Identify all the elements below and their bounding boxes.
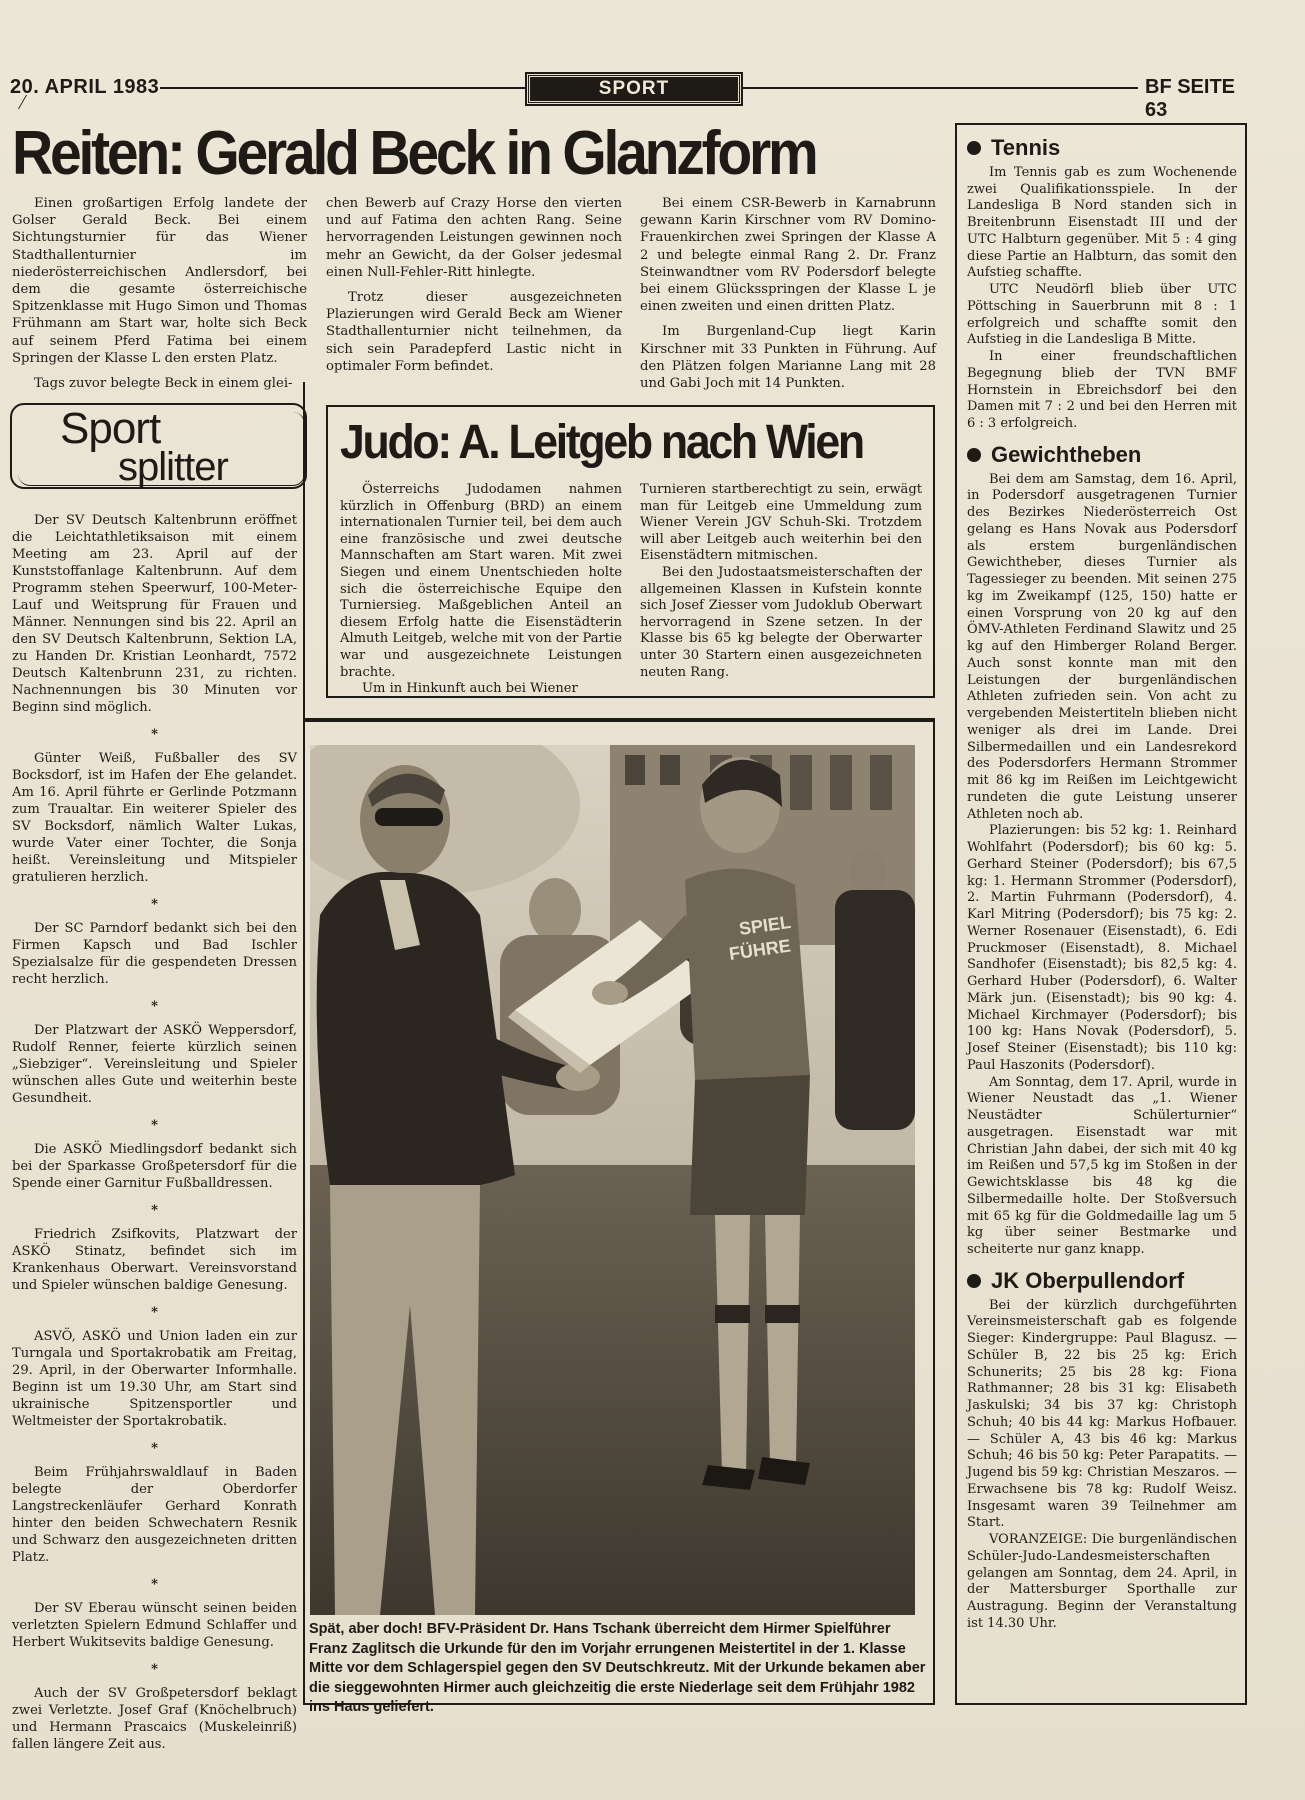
- splitter-item: Der SV Eberau wünscht seinen beiden verletzten Spielern Edmund Schlaffer und Herbert Wukitsevits baldige Genesung.: [12, 1601, 297, 1650]
- photo-illustration: [310, 745, 915, 1615]
- gewichtheben-paragraph: Plazierungen: bis 52 kg: 1. Reinhard Wohlfahrt (Podersdorf); bis 60 kg: 5. Gerhard Steiner (Podersdorf); bis 67,5 kg: 1. Hermann Strommer (Podersdorf), 2. Martin Fuhrmann (Podersdorf), 4. Karl Mitring (Podersdorf); bis 75 kg: 2. Werner Rosenauer (Eisenstadt), 6. Edi Pruckmoser (Eisenstadt), 8. Michael Sandhofer (Eisenstadt); bis 82,5 kg: 4. Gerhard Huber (Podersdorf), 6. Walter Märk jun. (Eisenstadt); bis 90 kg: 4. Michael Kirchmayer (Podersdorf); bis 100 kg: Hans Novak (Podersdorf), 5. Josef Steiner (Eisenstadt); bis 110 kg: Paul Haszonits (Podersdorf).: [967, 823, 1237, 1073]
- shirt-print-2: FÜHRE: [727, 935, 792, 964]
- separator-star: *: [151, 1118, 158, 1133]
- separator-star: *: [151, 727, 158, 742]
- tennis-paragraph: UTC Neudörfl blieb über UTC Pöttsching in Sauerbrunn mit 8 : 1 erfolgreich und schaffte somit den Aufstieg in die Landesliga B Mitte.: [967, 282, 1237, 348]
- gewichtheben-heading-text: Gewichtheben: [991, 441, 1142, 467]
- article-column-3: [640, 195, 936, 392]
- header-rule-right: [742, 87, 1138, 89]
- jk-paragraph: VORANZEIGE: Die burgenländischen Schüler-Judo-Landesmeisterschaften gelangen am Sonntag, dem 24. April, in der Mattersburger Sporthalle zur Austragung. Beginn der Veranstaltung ist 14.30 Uhr.: [967, 1532, 1237, 1631]
- tennis-heading-text: Tennis: [991, 135, 1061, 160]
- splitter-item: Der SV Deutsch Kaltenbrunn eröffnet die Leichtathletiksaison mit einem Meeting am 23. April auf der Kunststoffanlage Kaltenbrunn. Auf dem Programm stehen Speerwurf, 100-Meter-Lauf und Weitsprung für Frauen und Männer. Nennungen sind bis 22. April an den SV Deutsch Kaltenbrunn, Sektion LA, zu Handen Dr. Kristian Leonhardt, 7572 Deutsch Kaltenbrunn 231, zu richten. Nachnennungen bis 30 Minuten vor Beginn sind möglich.: [12, 513, 297, 715]
- article-paragraph: Trotz dieser ausgezeichneten Plazierungen wird Gerald Beck am Wiener Stadthallenturnier nicht teilnehmen, da sich sein Paradepferd Lastic nicht in optimaler Form befindet.: [326, 290, 622, 374]
- gewichtheben-paragraph: Am Sonntag, dem 17. April, wurde in Wiener Neustadt das „1. Wiener Neustädter Schülerturnier“ ausgetragen. Eisenstadt war mit Christian Jahn dabei, der sich mit 40 kg im Reißen und 57,5 kg im Stoßen in der Gewichtsklasse bis 48 kg die Silbermedaille holte. Der Stoßversuch mit 65 kg für die Goldmedaille lag um 5 kg über seiner Bestmarke und scheiterte nur ganz knapp.: [967, 1074, 1237, 1257]
- tennis-paragraph: Im Tennis gab es zum Wochenende zwei Qualifikationsspiele. In der Landesliga B Nord standen sich in Breitenbrunn Eisenstadt III und der UTC Halbturn gegenüber. Mit 5 : 4 ging diese Partie an Halbturn, das somit den Aufstieg schaffte.: [967, 164, 1237, 281]
- page-number: BF SEITE 63: [1145, 76, 1236, 121]
- splitter-title-line2: splitter: [118, 445, 228, 489]
- shirt-print-1: SPIEL: [737, 911, 793, 939]
- splitter-item: ASVÖ, ASKÖ und Union laden ein zur Turngala und Sportakrobatik am Freitag, 29. April, in der Oberwarter Informhalle. Beginn ist um 19.30 Uhr, am Start sind ukrainische Spitzensportler und Weltmeister der Sportakrobatik.: [12, 1329, 297, 1429]
- article-column-2: [326, 195, 622, 375]
- award-photo: [310, 745, 915, 1615]
- article-paragraph: Bei einem CSR-Bewerb in Karnabrunn gewann Karin Kirschner vom RV Domino-Frauenkirchen zwei Springen der Klasse A 2 und belegte einmal Rang 2. Dr. Franz Steinwandtner vom RV Podersdorf belegte bei einem Glücksspringen der Klasse L je einen zweiten und einen dritten Platz.: [640, 196, 936, 315]
- judo-paragraph: Bei den Judostaatsmeisterschaften der allgemeinen Klassen in Kufstein konnte sich Josef Ziesser vom Judoklub Oberwart hervorragend in Szene setzen. In der Klasse bis 65 kg belegte der Oberwarter unter 30 Startern einen ausgezeichneten neuten Rang.: [640, 564, 922, 680]
- header-rule-left: [160, 87, 526, 89]
- article-paragraph: Im Burgenland-Cup liegt Karin Kirschner mit 33 Punkten in Führung. Auf den Plätzen folgen Marianne Lang mit 28 und Gabi Joch mit 14 Punkten.: [640, 324, 936, 392]
- splitter-item: Auch der SV Großpetersdorf beklagt zwei Verletzte. Josef Graf (Knöchelbruch) und Hermann Prascaics (Muskeleinriß) fallen längere Zeit aus.: [12, 1686, 297, 1752]
- separator-star: *: [151, 1577, 158, 1592]
- tennis-heading: [967, 135, 1237, 160]
- section-label: SPORT: [527, 74, 741, 104]
- splitter-item: Der Platzwart der ASKÖ Weppersdorf, Rudolf Renner, feierte kürzlich seinen „Siebziger“. Vereinsleitung und Spieler wünschen alles Gute und weiterhin beste Gesundheit.: [12, 1023, 297, 1106]
- gewichtheben-heading: [967, 441, 1237, 467]
- judo-paragraph: Österreichs Judodamen nahmen kürzlich in Offenburg (BRD) an einem internationalen Turnier teil, bei dem auch eine französische und zwei deutsche Mannschaften am Start waren. Mit zwei Siegen und einem Unentschieden holte sich die österreichische Equipe den Turniersieg. Maßgeblichen Anteil an diesem Erfolg hatte die Eisenstädterin Almuth Leitgeb, welche mit von der Partie war und ausgezeichnete Leistungen brachte.: [340, 482, 622, 680]
- article-paragraph: Einen großartigen Erfolg landete der Golser Gerald Beck. Bei einem Sichtungsturnier für das Wiener Stadthallenturnier im niederösterreichischen Andlersdorf, bei dem die gesamte österreichische Spitzenklasse mit Hugo Simon und Thomas Frühmann am Start war, holte sich Beck auf seinem Pferd Fatima bei einem Springen der Klasse L den ersten Platz.: [12, 196, 307, 366]
- article-paragraph: Tags zuvor belegte Beck in einem glei-: [34, 376, 293, 392]
- separator-star: *: [151, 999, 158, 1014]
- splitter-item: Günter Weiß, Fußballer des SV Bocksdorf, ist im Hafen der Ehe gelandet. Am 16. April führte er Gerlinde Potzmann zum Traualtar. Ein weiterer Spieler des SV Bocksdorf, nämlich Walter Lukas, wurde Vater einer Tochter, die Sonja heißt. Vereinsleitung und Mitspieler gratulieren herzlich.: [12, 751, 297, 885]
- separator-star: *: [151, 1662, 158, 1677]
- article-column-1: [12, 195, 307, 392]
- judo-column-2: [640, 482, 922, 681]
- bullet-icon: [967, 141, 981, 155]
- tennis-paragraph: In einer freundschaftlichen Begegnung blieb der TVN BMF Hornstein in Ebreichsdorf bei den Damen mit 7 : 2 und bei den Herren mit 6 : 3 erfolgreich.: [967, 349, 1237, 431]
- jk-heading: [967, 1267, 1237, 1293]
- jk-paragraph: Bei der kürzlich durchgeführten Vereinsmeisterschaft gab es folgende Sieger: Kindergruppe: Paul Blagusz. — Schüler B, 22 bis 25 kg: Erich Schunerits; 25 bis 28 kg: Fiona Rathmanner; 28 bis 31 kg: Elisabeth Jaskulski; 34 bis 37 kg: Christoph Schuh; 40 bis 44 kg: Markus Hofbauer. — Schüler A, 43 bis 46 kg: Markus Schuh; 46 bis 50 kg: Peter Parapatits. — Jugend bis 59 kg: Christian Meszaros. — Erwachsene bis 78 kg: Rudolf Weisz. Insgesamt waren 39 Teilnehmer am Start.: [967, 1297, 1237, 1531]
- judo-paragraph: Turnieren startberechtigt zu sein, erwägt man für Leitgeb eine Ummeldung zum Wiener Verein JGV Schuh-Ski. Trotzdem will aber Leitgeb auch weiterhin bei den Eisenstädtern mitmischen.: [640, 482, 922, 564]
- splitter-column: [12, 512, 297, 1753]
- splitter-item: Der SC Parndorf bedankt sich bei den Firmen Kapsch und Bad Ischler Spezialsalze für die gespendeten Dressen recht herzlich.: [12, 921, 297, 987]
- separator-star: *: [151, 1441, 158, 1456]
- jk-heading-text: JK Oberpullendorf: [991, 1267, 1185, 1293]
- gewichtheben-paragraph: Bei dem am Samstag, dem 16. April, in Podersdorf ausgetragenen Turnier des Bezirkes Niederösterreich Ost gelang es Hans Novak aus Podersdorf als erstem burgenländischen Gewichtheber, dieses Turnier als Tagessieger zu beenden. Mit seinen 275 kg im Zweikampf (125, 150) hatte er einen Vorsprung von 20 kg auf den ÖMV-Athleten Ferdinand Slawitz und 25 kg auf den Himberger Roland Berger. Auch sonst konnte man mit den Leistungen der burgenländischen Athleten zufrieden sein. Von acht zu vergebenden Meistertiteln blieben nicht weniger als drei im Lande. Drei Silbermedaillen und ein Landesrekord des Podersdorfers Hermann Strommer mit 86 kg im Reißen im Leichtgewicht rundeten die gute Leistung unserer Athleten noch ab.: [967, 471, 1237, 822]
- bullet-icon: [967, 448, 981, 462]
- splitter-title-line1: Sport: [60, 404, 161, 453]
- separator-star: *: [151, 1305, 158, 1320]
- photo-caption: Spät, aber doch! BFV-Präsident Dr. Hans Tschank überreicht dem Hirmer Spielführer Franz Zaglitsch die Urkunde für den im Vorjahr errungenen Meistertitel in der 1. Klasse Mitte vor dem Schlagerspiel gegen den SV Deutschkreutz. Mit der Urkunde bekamen aber die sieggewohnten Hirmer auch gleichzeitig die erste Niederlage seit dem Frühjahr 1982 ins Haus geliefert.: [309, 1621, 926, 1716]
- article-paragraph: chen Bewerb auf Crazy Horse den vierten und auf Fatima den achten Rang. Seine hervorragenden Leistungen gewinnen noch mehr an Gewicht, da der Golser jedesmal einen Null-Fehler-Ritt hinlegte.: [326, 196, 622, 280]
- splitter-item: Die ASKÖ Miedlingsdorf bedankt sich bei der Sparkasse Großpetersdorf für die Spende einer Garnitur Fußballdressen.: [12, 1142, 297, 1191]
- judo-headline: Judo: A. Leitgeb nach Wien: [340, 416, 863, 469]
- right-column: [967, 135, 1237, 1633]
- separator-star: *: [151, 897, 158, 912]
- splitter-item: Beim Frühjahrswaldlauf in Baden belegte der Oberdorfer Langstreckenläufer Gerhard Konrath hinter den beiden Schwechatern Resnik und Schwarz den ausgezeichneten dritten Platz.: [12, 1465, 297, 1565]
- separator-star: *: [151, 1203, 158, 1218]
- issue-date: 20. APRIL 1983: [10, 76, 160, 98]
- judo-paragraph: Um in Hinkunft auch bei Wiener: [362, 681, 578, 697]
- page-header: [10, 74, 1250, 121]
- bullet-icon: [967, 1274, 981, 1288]
- splitter-item: Friedrich Zsifkovits, Platzwart der ASKÖ Stinatz, befindet sich im Krankenhaus Oberwart. Vereinsvorstand und Spieler wünschen baldige Genesung.: [12, 1227, 297, 1293]
- judo-column-1: [340, 482, 622, 698]
- main-headline: Reiten: Gerald Beck in Glanzform: [12, 119, 816, 188]
